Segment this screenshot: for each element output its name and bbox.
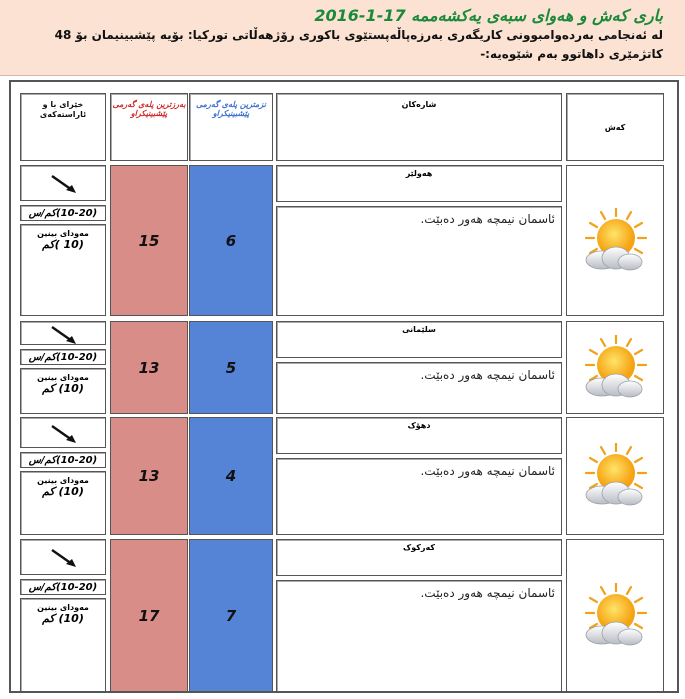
arrow-southeast-icon xyxy=(49,547,79,573)
header-min-label: نزمترین پلەی گەرمی پێشبینیکراو xyxy=(196,100,266,118)
min-temp-value: 5 xyxy=(189,321,273,414)
city-name: هەولێر xyxy=(276,165,562,202)
visibility-value: (10) کم xyxy=(42,382,84,395)
weather-cell xyxy=(566,165,664,316)
wind-direction-cell xyxy=(20,417,106,448)
wind-speed: (10-20)کم/س xyxy=(20,579,106,595)
wind-direction-cell xyxy=(20,321,106,345)
forecast-description: ئاسمان نیمچە هەور دەبێت. xyxy=(276,362,562,414)
min-temp-value: 6 xyxy=(189,165,273,316)
max-temp-value: 13 xyxy=(110,417,188,535)
max-temp-value: 13 xyxy=(110,321,188,414)
header-cities-label: شارەکان xyxy=(401,100,437,109)
wind-speed: (10-20)کم/س xyxy=(20,205,106,221)
forecast-description: ئاسمان نیمچە هەور دەبێت. xyxy=(276,206,562,316)
arrow-southeast-icon xyxy=(49,324,79,350)
wind-direction-cell xyxy=(20,165,106,201)
visibility-label: مەودای بینین xyxy=(37,603,89,612)
header-max-temp xyxy=(110,93,188,161)
visibility-value: (10) کم xyxy=(42,485,84,498)
header-wind xyxy=(20,93,106,161)
partly-cloudy-icon xyxy=(580,208,648,280)
forecast-description: ئاسمان نیمچە هەور دەبێت. xyxy=(276,580,562,692)
city-name: سلێمانی xyxy=(276,321,562,358)
page-subtitle: لە ئەنجامی بەردەوامبوونی کاریگەری بەرزەپاڵەپستێوی باکوری رۆژهەڵاتی تورکیا: بۆیە پێشبینیمان بۆ 48 کاتژمێری داهاتوو بەم شێوەیە:- xyxy=(54,28,663,61)
wind-direction-cell xyxy=(20,539,106,575)
max-temp-value: 17 xyxy=(110,539,188,692)
visibility-cell xyxy=(20,224,106,316)
page-header xyxy=(0,0,685,76)
city-name: دهۆک xyxy=(276,417,562,454)
arrow-southeast-icon xyxy=(49,423,79,449)
forecast-table xyxy=(9,80,679,693)
weather-cell xyxy=(566,417,664,535)
visibility-label: مەودای بینین xyxy=(37,373,89,382)
header-wind-label: خێرای با و ئاراستەکەی xyxy=(39,100,87,119)
visibility-label: مەودای بینین xyxy=(37,476,89,485)
page-title: باری کەش و هەوای سبەی یەکشەممە 17-1-2016 xyxy=(314,6,663,25)
header-cities xyxy=(276,93,562,161)
forecast-description: ئاسمان نیمچە هەور دەبێت. xyxy=(276,458,562,535)
min-temp-value: 4 xyxy=(189,417,273,535)
partly-cloudy-icon xyxy=(580,335,648,407)
visibility-cell xyxy=(20,368,106,414)
header-weather xyxy=(566,93,664,161)
wind-speed: (10-20)کم/س xyxy=(20,349,106,365)
visibility-cell xyxy=(20,598,106,692)
min-temp-value: 7 xyxy=(189,539,273,692)
partly-cloudy-icon xyxy=(580,443,648,515)
visibility-cell xyxy=(20,471,106,535)
weather-cell xyxy=(566,321,664,414)
arrow-southeast-icon xyxy=(49,173,79,199)
visibility-value: (10) کم xyxy=(42,612,84,625)
header-min-temp xyxy=(189,93,273,161)
wind-speed: (10-20)کم/س xyxy=(20,452,106,468)
max-temp-value: 15 xyxy=(110,165,188,316)
visibility-value: (10 )کم xyxy=(42,238,84,251)
header-weather-label: کەش xyxy=(604,122,626,132)
header-max-label: بەرزترین پلەی گەرمی پێشبینیکراو xyxy=(112,100,186,118)
partly-cloudy-icon xyxy=(580,583,648,655)
city-name: کەرکوک xyxy=(276,539,562,576)
weather-cell xyxy=(566,539,664,692)
visibility-label: مەودای بینین xyxy=(37,229,89,238)
